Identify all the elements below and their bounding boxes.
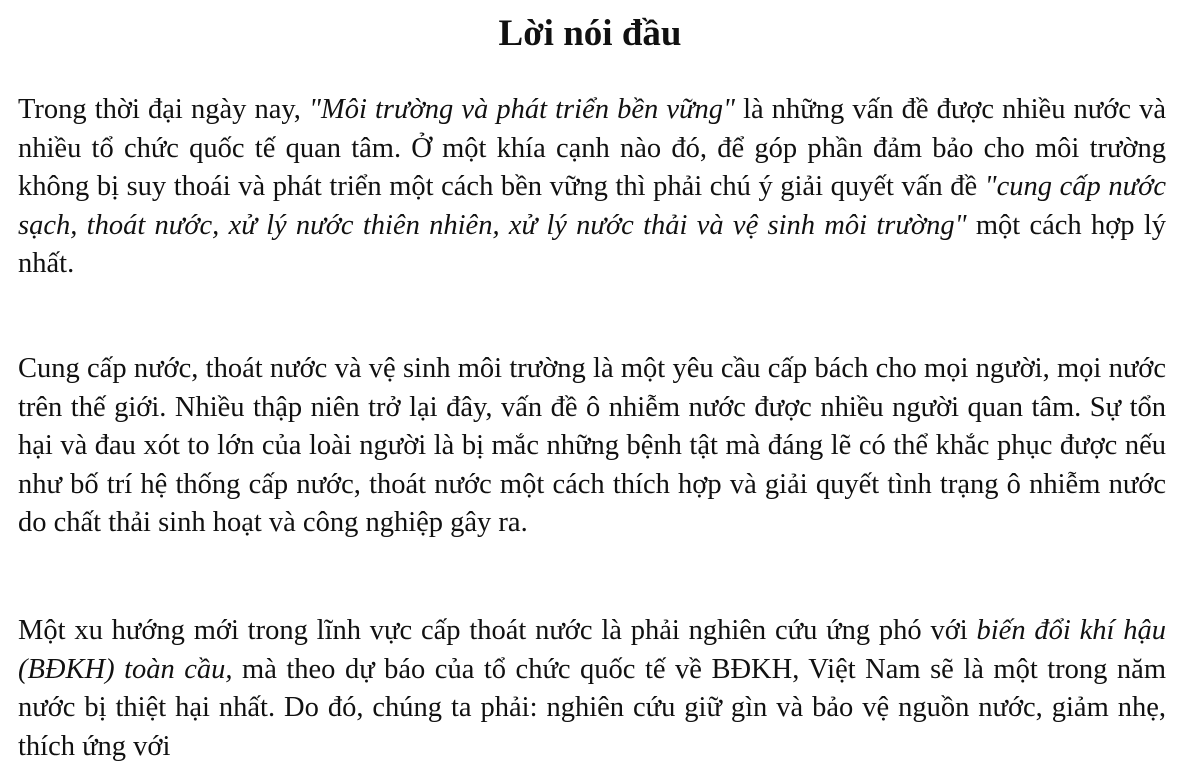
- paragraph-1-text: Trong thời đại ngày nay,: [18, 94, 309, 125]
- paragraph-1-quote-water: "cung cấp nước sạch, thoát nước, xử lý nước thiên nhiên, xử lý nước thải và vệ sinh môi trường": [18, 171, 1166, 241]
- paragraph-2: [18, 350, 1166, 543]
- paragraph-2-text: Cung cấp nước, thoát nước và vệ sinh môi trường là một yêu cầu cấp bách cho mọi người, mọi nước trên thế giới. Nhiều thập niên trở lại đây, vấn đề ô nhiễm nước được nhiều người quan tâm. Sự tổn hại và đau xót to lớn của loài người là bị mắc những bệnh tật mà đáng lẽ có thể khắc phục được nếu như bố trí hệ thống cấp nước, thoát nước một cách thích hợp và giải quyết tình trạng ô nhiễm nước do chất thải sinh hoạt và công nghiệp gây ra.: [18, 353, 1166, 538]
- paragraph-1-text: một cách hợp lý nhất.: [18, 209, 1166, 279]
- paragraph-3-text: Một xu hướng mới trong lĩnh vực cấp thoát nước là phải nghiên cứu ứng phó với: [18, 615, 977, 646]
- paragraph-1-quote-sustainable: "Môi trường và phát triển bền vững": [309, 94, 735, 125]
- paragraph-3: [18, 612, 1166, 766]
- paragraph-1-text: là những vấn đề được nhiều nước và nhiều tổ chức quốc tế quan tâm. Ở một khía cạnh nào đó, để góp phần đảm bảo cho môi trường không bị suy thoái và phát triển một cách bền vững thì phải chú ý giải quyết vấn đề: [18, 94, 1166, 202]
- paragraph-3-climate-term: biến đổi khí hậu (BĐKH) toàn cầu,: [18, 615, 1167, 685]
- paragraph-1: [18, 91, 1166, 284]
- paragraph-3-text: mà theo dự báo của tổ chức quốc tế về BĐKH, Việt Nam sẽ là một trong năm nước bị thiệt hại nhất. Do đó, chúng ta phải: nghiên cứu giữ gìn và bảo vệ nguồn nước, giảm nhẹ, thích ứng với: [18, 653, 1166, 762]
- page-title: Lời nói đầu: [498, 13, 682, 54]
